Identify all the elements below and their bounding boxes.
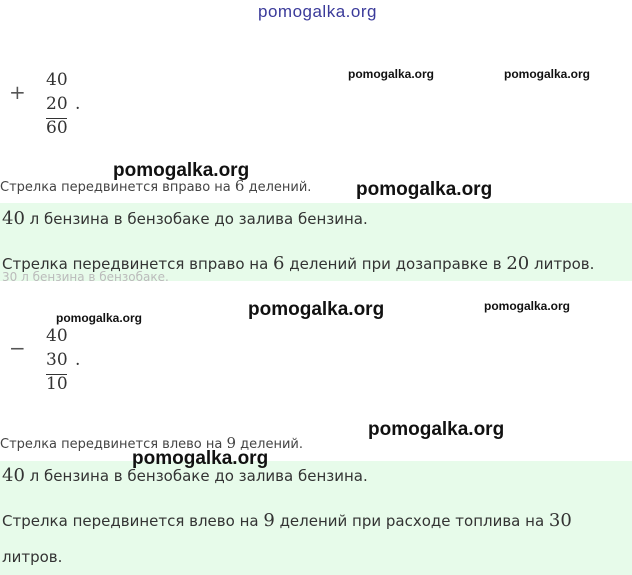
watermark: pomogalka.org — [56, 311, 143, 325]
watermark: pomogalka.org — [356, 179, 493, 200]
addend-mid: 20 — [46, 94, 68, 114]
watermark: pomogalka.org — [348, 67, 435, 81]
watermark: pomogalka.org — [484, 299, 571, 313]
watermark: pomogalka.org — [113, 160, 250, 181]
sum-result: 60 — [46, 118, 68, 138]
watermark-top: pomogalka.org — [258, 2, 377, 21]
watermark: pomogalka.org — [248, 299, 385, 320]
plus-sign: + — [9, 80, 26, 104]
answer-1-line-2: Стрелка передвинется вправо на 6 делений при дозаправке в 20 литров. — [2, 253, 595, 274]
answer-2-line-1: 40 л бензина в бензобаке до залива бензина. — [2, 465, 368, 486]
difference-dot: . — [75, 350, 81, 370]
answer-2-line-2: Стрелка передвинется влево на 9 делений при расходе топлива на 30 — [2, 510, 572, 531]
difference-result: 10 — [46, 374, 68, 394]
minuend: 40 — [46, 326, 68, 346]
caption-left: Стрелка передвинется влево на 9 делений. — [0, 434, 304, 452]
caption-right: Стрелка передвинется вправо на 6 делений. — [0, 177, 312, 195]
addend-top: 40 — [46, 70, 68, 90]
sum-dot: . — [75, 94, 81, 114]
watermark: pomogalka.org — [504, 67, 591, 81]
watermark: pomogalka.org — [132, 448, 269, 469]
answer-2-line-3: литров. — [2, 548, 63, 566]
watermark: pomogalka.org — [368, 419, 505, 440]
ghost-text: 30 л бензина в бензобаке. — [2, 270, 169, 284]
subtrahend: 30 — [46, 350, 68, 370]
minus-sign: − — [9, 336, 26, 360]
answer-1-line-1: 40 л бензина в бензобаке до залива бензина. — [2, 208, 368, 229]
